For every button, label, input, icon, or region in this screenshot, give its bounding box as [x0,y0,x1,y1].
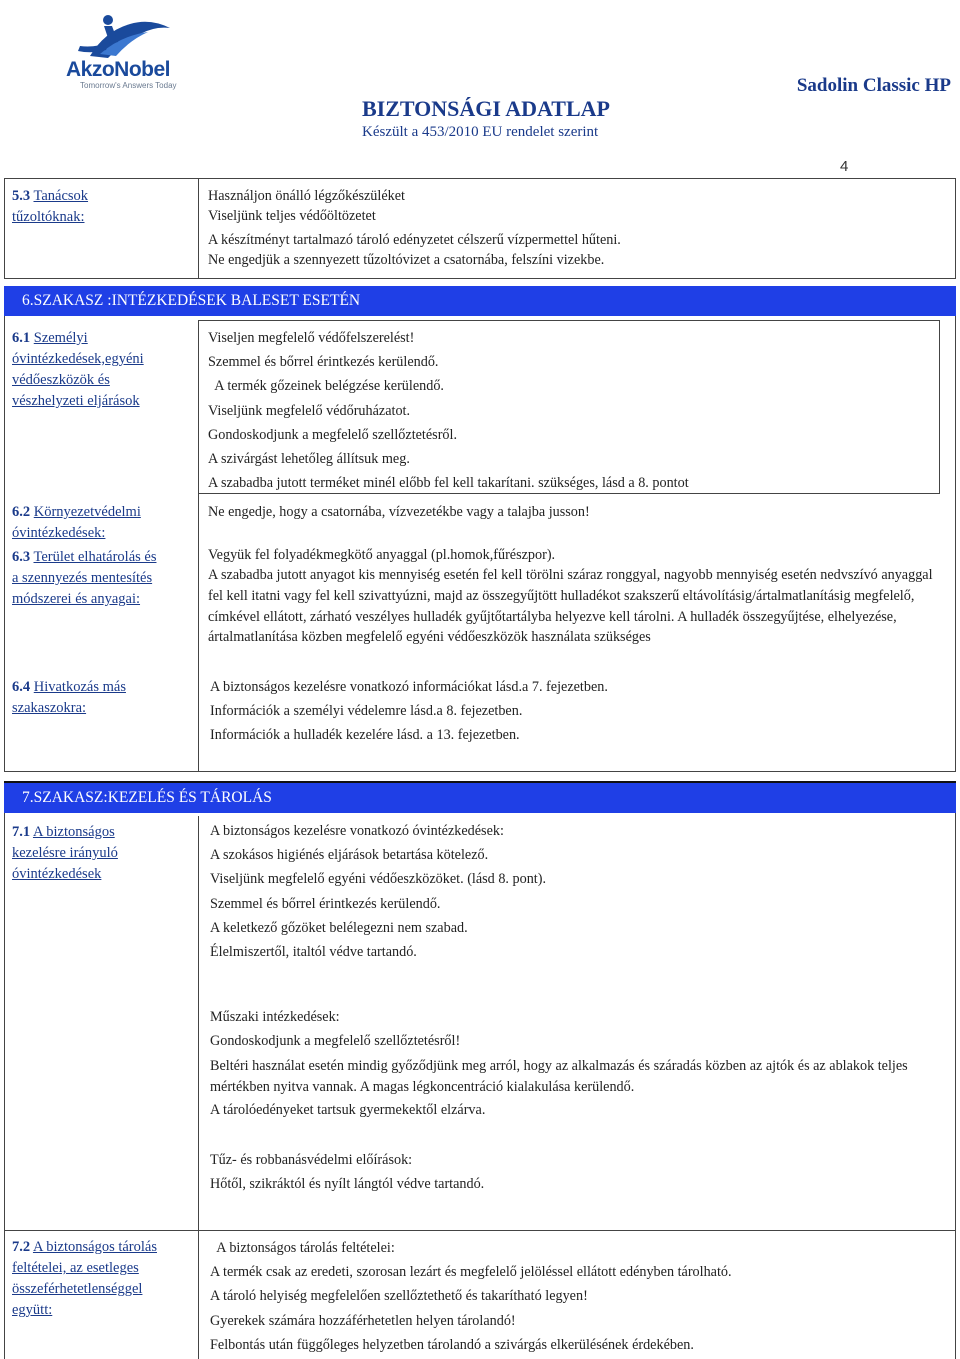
section-6-1-text: Viseljen megfelelő védőfelszerelést! Szemmel és bőrrel érintkezés kerülendő. A termék gőzeinek belégzése kerülendő. Viseljünk megfelelő védőruházatot. Gondoskodjunk a megfelelő szellőztetésről. A szivárgást lehetőleg állítsuk meg. A szabadba jutott terméket minél előbb fel kell takarítani. szükséges, lásd a 8. pontot [208,330,689,492]
document-subtitle: Készült a 453/2010 EU rendelet szerint [362,124,599,140]
section-6-4-label: 6.4 Hivatkozás más szakaszokra: [12,679,126,716]
section-5-3-label: 5.3 Tanácsok tűzoltóknak: [12,188,89,225]
fire-protection-line: Hőtől, szikráktól és nyílt lángtól védve tartandó. [210,1176,485,1192]
section-6-2-label: 6.2 Környezetvédelmi óvintézkedések: [12,504,141,541]
section-7-header: 7.SZAKASZ:KEZELÉS ÉS TÁROLÁS [4,781,956,813]
section-6-2-text: Ne engedje, hogy a csatornába, vízvezetékbe vagy a talajba jusson! [208,504,590,520]
section-6-3-line: Vegyük fel folyadékmegkötő anyaggal (pl.homok,fűrészpor). [208,547,556,563]
column-divider [198,816,199,1359]
technical-measures-line: Gondoskodjunk a megfelelő szellőztetésről! [210,1033,461,1049]
row-divider [4,1230,956,1231]
technical-measures-line: A tárolóedényeket tartsuk gyermekektől elzárva. [210,1102,486,1118]
section-7-1-text: A biztonságos kezelésre vonatkozó óvintézkedések: A szokásos higiénés eljárások betartása kötelező. Viseljünk megfelelő egyéni védőeszközöket. (lásd 8. pont). Szemmel és bőrrel érintkezés kerülendő. A keletkező gőzöket belélegezni nem szabad. Élelmiszertől, italtól védve tartandó. [210,823,547,961]
section-6-3-label: 6.3 Terület elhatárolás és a szennyezés mentesítés módszerei és anyagai: [12,549,157,607]
product-name: Sadolin Classic HP [796,75,951,96]
section-6-1-label: 6.1 Személyi óvintézkedések,egyéni védőeszközök és vészhelyzeti eljárások [12,330,144,409]
technical-measures-paragraph: Beltéri használat esetén mindig győződjünk meg arról, hogy az alkalmazás és száradás közben az ajtók és az ablakok teljes mértékben nyitva vannak. A magas légkoncentráció kialakulása kerülendő. [210,1058,908,1095]
technical-measures-title: Műszaki intézkedések: [210,1009,340,1025]
section-7-2-label: 7.2 A biztonságos tárolás feltételei, az esetleges összeférhetetlenséggel együtt: [12,1239,157,1318]
page-number: 4 [840,158,849,175]
section-7-1-label: 7.1 A biztonságos kezelésre irányuló óvintézkedések [12,824,118,882]
section-5-3-text: Használjon önálló légzőkészüléket Viseljünk teljes védőöltözetet A készítményt tartalmazó tároló edényzetet célszerű vízpermettel hűteni. Ne engedjük a szennyezett tűzoltóvizet a csatornába, felszíni vizekbe. [208,188,621,268]
section-6-header: 6.SZAKASZ :INTÉZKEDÉSEK BALESET ESETÉN [4,286,956,316]
section-7-2-text: A biztonságos tárolás feltételei: A termék csak az eredeti, szorosan lezárt és megfelelő jelöléssel ellátott edényben tárolható. A tároló helyiség megfelelően szellőztethető és takarítható legyen! Gyerekek számára hozzáférhetetlen helyen tárolandó! Felbontás után függőleges helyzetben tárolandó a szivárgás elkerülésének érdekében. [210,1240,732,1353]
document-title: BIZTONSÁGI ADATLAP [362,96,610,121]
logo-tagline: Tomorrow's Answers Today [80,81,177,90]
section-6-3-paragraph: A szabadba jutott anyagot kis mennyiség esetén fel kell törölni száraz ronggyal, nagyobb mennyiség esetén nedvszívó anyaggal fel kell itatni vagy fel kell szivattyúzni, majd az összegyűjtött hulladékot szakszerű eltávolításig/ártalmatlanításig megfelelő, címkével ellátott, zárható veszélyes hulladék gyűjtőtartályba helyezve kell tárolni. A hulladék összegyűjtése, elhelyezése, ártalmatlanítása közben megfelelő egyéni védőeszközök használata szükséges [208,567,933,646]
fire-protection-title: Tűz- és robbanásvédelmi előírások: [210,1152,413,1168]
section-6-4-text: A biztonságos kezelésre vonatkozó információkat lásd.a 7. fejezetben. Információk a személyi védelemre lásd.a 8. fejezetben. Információk a hulladék kezelére lásd. a 13. fejezetben. [210,679,608,744]
column-divider [198,178,199,279]
logo-figure-icon [60,6,188,66]
logo-wordmark: AkzoNobel [66,58,171,81]
